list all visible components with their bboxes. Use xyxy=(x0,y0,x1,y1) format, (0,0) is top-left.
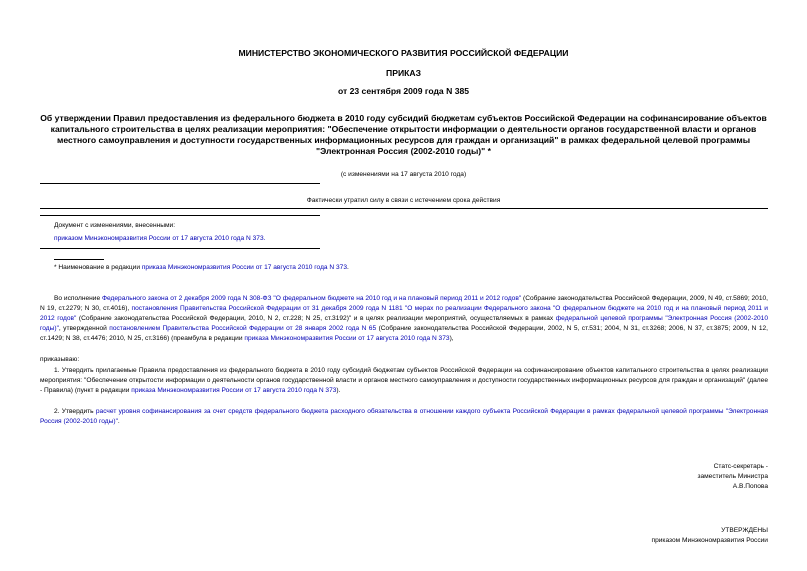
preamble-text: ), xyxy=(449,335,454,342)
amending-order-link[interactable]: приказа Минэкономразвития России от 17 августа 2010 года N 373 xyxy=(244,335,450,342)
preamble-text: (Собрание законодательства Российской Федерации, 2002, N 5, ст.531; 2004, N 31, ст.3268; 2006, N 37, ст.3875; 2009, N 12, ст.1429; N 38, ст.4476; 2010, N 25, ст.3166) (преамбула в редакции xyxy=(40,325,768,342)
item-1-end: ). xyxy=(336,387,341,394)
signature-position: заместитель Министра xyxy=(697,473,768,480)
item-2-paragraph xyxy=(40,407,768,427)
preamble-text: (Собрание законодательства Российской Федерации, 2009, N 49, ст.5869; 2010, N 19, ст.2279; N 30, ст.4016), xyxy=(40,295,768,312)
item-2-end: . xyxy=(117,418,120,425)
approved-by: приказом Минэкономразвития России xyxy=(651,537,768,544)
divider xyxy=(40,248,320,249)
signature-name: А.В.Попова xyxy=(732,483,768,490)
item-1-paragraph xyxy=(40,366,768,396)
footnote-divider xyxy=(54,259,104,260)
footnote-text: * Наименование в редакции xyxy=(54,264,142,271)
divider xyxy=(40,208,768,209)
document-type: ПРИКАЗ xyxy=(386,68,421,78)
approved-heading: УТВЕРЖДЕНЫ xyxy=(721,527,768,534)
order-date-number: от 23 сентября 2009 года N 385 xyxy=(337,86,470,96)
government-decree-1181-link[interactable]: постановления Правительства Российской Федерации от 31 декабря 2009 года N 1181 "О мерах по реализации Федерального закона "О федеральном бюджете на 2010 год и на плановый период 2011 и 2012 годов" xyxy=(40,305,768,322)
signature-title: Статс-секретарь - xyxy=(713,463,768,470)
order-title: Об утверждении Правил предоставления из федерального бюджета в 2010 году субсидий бюджетам субъектов Российской Федерации на софинансирование объектов капитального строительства в целях реализации мероприятия: "Обеспечение открытости информации о деятельности органов государственной власти и органов местного самоуправления и доступности государственных информационных ресурсов для граждан и организаций" в рамках федеральной целевой программы "Электронная Россия (2002-2010 годы)" * xyxy=(40,113,767,156)
federal-law-link[interactable]: Федерального закона от 2 декабря 2009 года N 308-ФЗ "О федеральном бюджете на 2010 год и на плановый период 2011 и 2012 годов" xyxy=(101,295,522,302)
lost-force-note: Фактически утратил силу в связи с истечением срока действия xyxy=(306,197,501,204)
calculation-link[interactable]: расчет уровня софинансирования за счет средств федерального бюджета расходного обязательства в отношении каждого субъекта Российской Федерации в рамках федеральной целевой программы "Электронная Россия (2002-2010 годы)" xyxy=(40,408,768,425)
amended-doc-link[interactable]: приказом Минэкономразвития России от 17 августа 2010 года N 373. xyxy=(54,235,266,242)
item-1-text: 1. Утвердить прилагаемые Правила предоставления из федерального бюджета в 2010 году субсидий бюджетам субъектов Российской Федерации на софинансирование объектов капитального строительства в целях реализации мероприятия: "Обеспечение открытости информации о деятельности органов государственной власти и органов местного самоуправления и доступности государственных информационных ресурсов для граждан и организаций" (далее - Правила) (пункт в редакции xyxy=(40,367,768,394)
ministry-heading: МИНИСТЕРСТВО ЭКОНОМИЧЕСКОГО РАЗВИТИЯ РОССИЙСКОЙ ФЕДЕРАЦИИ xyxy=(238,48,569,58)
amended-doc-label: Документ с изменениями, внесенными: xyxy=(54,222,176,229)
item-2-text: 2. Утвердить xyxy=(54,408,96,415)
divider xyxy=(40,215,320,216)
item-1-link[interactable]: приказа Минэкономразвития России от 17 августа 2010 года N 373 xyxy=(131,387,337,394)
approved-block xyxy=(500,526,768,546)
target-program-link[interactable]: федеральной целевой программы "Электронная Россия (2002-2010 годы)" xyxy=(40,315,768,332)
footnote-link[interactable]: приказа Минэкономразвития России от 17 августа 2010 года N 373 xyxy=(141,264,348,271)
footnote xyxy=(54,263,754,272)
preamble-text: , утвержденной xyxy=(58,325,110,332)
preamble-paragraph xyxy=(40,294,768,344)
government-decree-65-link[interactable]: постановлением Правительства Российской Федерации от 28 января 2002 года N 65 xyxy=(109,325,377,332)
preamble-text: Во исполнение xyxy=(54,295,102,302)
preamble-text: (Собрание законодательства Российской Федерации, 2010, N 2, ст.228; N 25, ст.3192)" и в целях реализации мероприятий, осуществляемых в рамках xyxy=(76,315,556,322)
footnote-end: . xyxy=(347,264,349,271)
signature-block xyxy=(500,462,768,492)
divider xyxy=(40,183,320,184)
order-word: приказываю: xyxy=(40,356,80,363)
changes-note: (с изменениями на 17 августа 2010 года) xyxy=(340,171,467,178)
